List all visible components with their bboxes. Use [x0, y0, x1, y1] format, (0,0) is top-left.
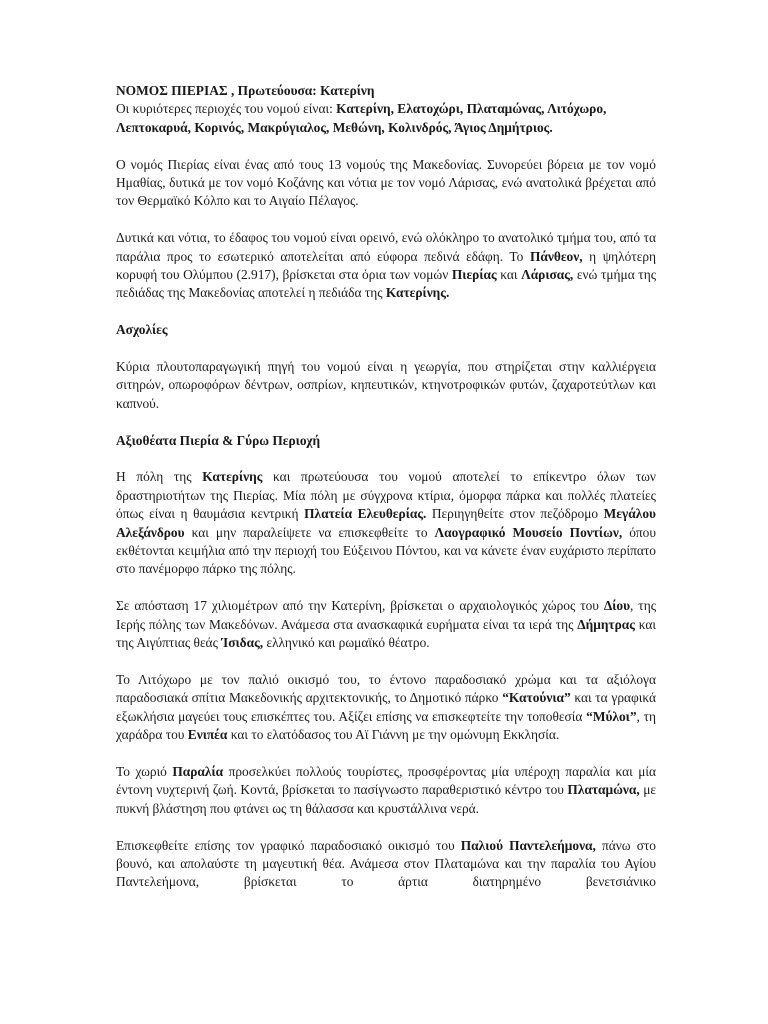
text-span: Το χωριό — [116, 763, 173, 779]
heading-sights: Αξιοθέατα Πιερία & Γύρω Περιοχή — [116, 432, 321, 448]
text-span: και της Αιγύπτιας θεάς — [116, 616, 656, 651]
text-span: όπου εκθέτονται κειμήλια από την περιοχή του Εύξεινου Πόντου, και να κάνετε έναν ευχάριστο περίπατο στο πανέμορφο πάρκο της πόλης. — [116, 524, 656, 577]
paragraph-paralia — [116, 763, 656, 818]
text-span: και το ελατόδασος του Αϊ Γιάννη με την ομώνυμη Εκκλησία. — [227, 727, 560, 743]
bold-pantheon: Πάνθεον, — [529, 248, 583, 264]
text-span: η ψηλότερη κορυφή του Ολύμπου (2.917), βρίσκεται στα όρια των νομών — [116, 248, 656, 283]
bold-paliou-panteleimona: Παλιού Παντελεήμονα, — [460, 837, 596, 853]
document-page — [116, 82, 656, 910]
text-span: πάνω στο βουνό, και απολαύστε τη μαγευτική θέα. Ανάμεσα στον Πλαταμώνα και την παραλία του Αγίου Παντελεήμονα, βρίσκεται το άρτια διατηρημένο βενετσιάνικο — [116, 837, 656, 890]
areas-list: Κατερίνη, Ελατοχώρι, Πλαταμώνας, Λιτόχωρο, Λεπτοκαρυά, Κορινός, Μακρύγιαλος, Μεθώνη, Κολινδρός, Άγιος Δημήτριος. — [116, 101, 607, 135]
text-span: και μην παραλείψετε να επισκεφθείτε το — [184, 524, 435, 540]
paragraph-dion — [116, 597, 656, 652]
text-span: προσελκύει πολλούς τουρίστες, προσφέροντας μία υπέροχη παραλία και μία έντονη νυχτερινή ζωή. Κοντά, βρίσκεται το πασίγνωστο παραθεριστικό κέντρο του — [116, 763, 656, 798]
bold-katounia: “Κατούνια” — [502, 690, 571, 706]
bold-platamonas: Πλαταμώνα, — [567, 782, 640, 798]
paragraph-katerini — [116, 468, 656, 578]
text-span: και — [496, 267, 522, 283]
bold-museum: Λαογραφικό Μουσείο Ποντίων, — [434, 524, 623, 540]
text-span: , τη χαράδρα του — [116, 708, 656, 743]
paragraph-panteleimonas — [116, 837, 656, 892]
text-span: Περιηγηθείτε στον πεζόδρομο — [426, 506, 604, 522]
bold-katerini: Κατερίνης. — [385, 285, 450, 301]
paragraph-agriculture: Κύρια πλουτοπαραγωγική πηγή του νομού είναι η γεωργία, που στηρίζεται στην καλλιέργεια σιτηρών, οπωροφόρων δέντρων, οσπρίων, κηπευτικών, κτηνοτροφικών φυτών, ζαχαροτεύτλων και καπνού. — [116, 359, 656, 411]
bold-larisa: Λάρισας, — [521, 267, 574, 283]
paragraph-borders: Ο νομός Πιερίας είναι ένας από τους 13 νομούς της Μακεδονίας. Συνορεύει βόρεια με τον νομό Ημαθίας, δυτικά με τον νομό Κοζάνης και νότια με τον νομό Λάρισας, ενώ ανατολικά βρέχεται από τον Θερμαϊκό Κόλπο και το Αιγαίο Πέλαγος. — [116, 156, 656, 209]
intro-lead: Οι κυριότερες περιοχές του νομού είναι: — [116, 101, 337, 117]
bold-megalou-alexandrou: Μεγάλου Αλεξάνδρου — [116, 506, 656, 540]
bold-paralia: Παραλία — [172, 763, 224, 779]
text-span: και τα γραφικά εξωκλήσια μαγεύει τους επισκέπτες του. Αξίζει επίσης να επισκεφτείτε την τοποθεσία — [116, 690, 656, 724]
text-span: Δυτικά και νότια, το έδαφος του νομού είναι ορεινό, ενώ ολόκληρο το ανατολικό τμήμα του, από τα παράλια προς το εσωτερικό αποτελείται από εύφορα πεδινά εδάφη. Το — [116, 230, 656, 264]
bold-katerini: Κατερίνης — [202, 469, 263, 485]
document-title: ΝΟΜΟΣ ΠΙΕΡΙΑΣ , Πρωτεύουσα: Κατερίνη — [116, 83, 375, 98]
text-span: Η πόλη της — [116, 469, 203, 485]
bold-isida: Ίσιδας, — [221, 635, 264, 651]
intro-paragraph — [116, 82, 656, 137]
text-span: ενώ τμήμα της πεδιάδας της Μακεδονίας αποτελεί η πεδιάδα της — [116, 267, 656, 301]
text-span: Το Λιτόχωρο με τον παλιό οικισμό του, το έντονο παραδοσιακό χρώμα και τα αξιόλογα παραδοσιακά σπίτια Μακεδονικής αρχιτεκτονικής, το Δημοτικό πάρκο — [116, 671, 656, 706]
text-span: Επισκεφθείτε επίσης τον γραφικό παραδοσιακό οικισμό του — [116, 837, 461, 853]
heading-occupations: Ασχολίες — [116, 322, 168, 338]
text-span: , της Ιερής πόλης των Μακεδόνων. Ανάμεσα στα ανασκαφικά ευρήματα είναι τα ιερά της — [116, 598, 656, 632]
bold-myloi: “Μύλοι” — [586, 708, 637, 724]
bold-dimitra: Δήμητρας — [577, 616, 635, 632]
bold-dion: Δίου — [603, 598, 631, 614]
text-span: και πρωτεύουσα του νομού αποτελεί το επίκεντρο όλων των δραστηριοτήτων της Πιερίας. Μία πόλη με σύγχρονα κτίρια, όμορφα πάρκα και πολλές πλατείες όπως είναι η θαυμάσια κεντρική — [116, 469, 656, 522]
bold-pieria: Πιερίας — [451, 267, 497, 283]
text-span: Σε απόσταση 17 χιλιομέτρων από την Κατερίνη, βρίσκεται ο αρχαιολογικός χώρος του — [116, 598, 604, 614]
bold-enipea: Ενιπέα — [187, 727, 228, 743]
bold-plateia: Πλατεία Ελευθερίας. — [304, 506, 427, 522]
paragraph-litochoro — [116, 671, 656, 745]
text-span: ελληνικό και ρωμαϊκό θέατρο. — [263, 635, 430, 651]
text-span: με πυκνή βλάστηση που φτάνει ως τη θάλασσα και κρυστάλλινα νερά. — [116, 782, 656, 816]
paragraph-terrain — [116, 229, 656, 303]
